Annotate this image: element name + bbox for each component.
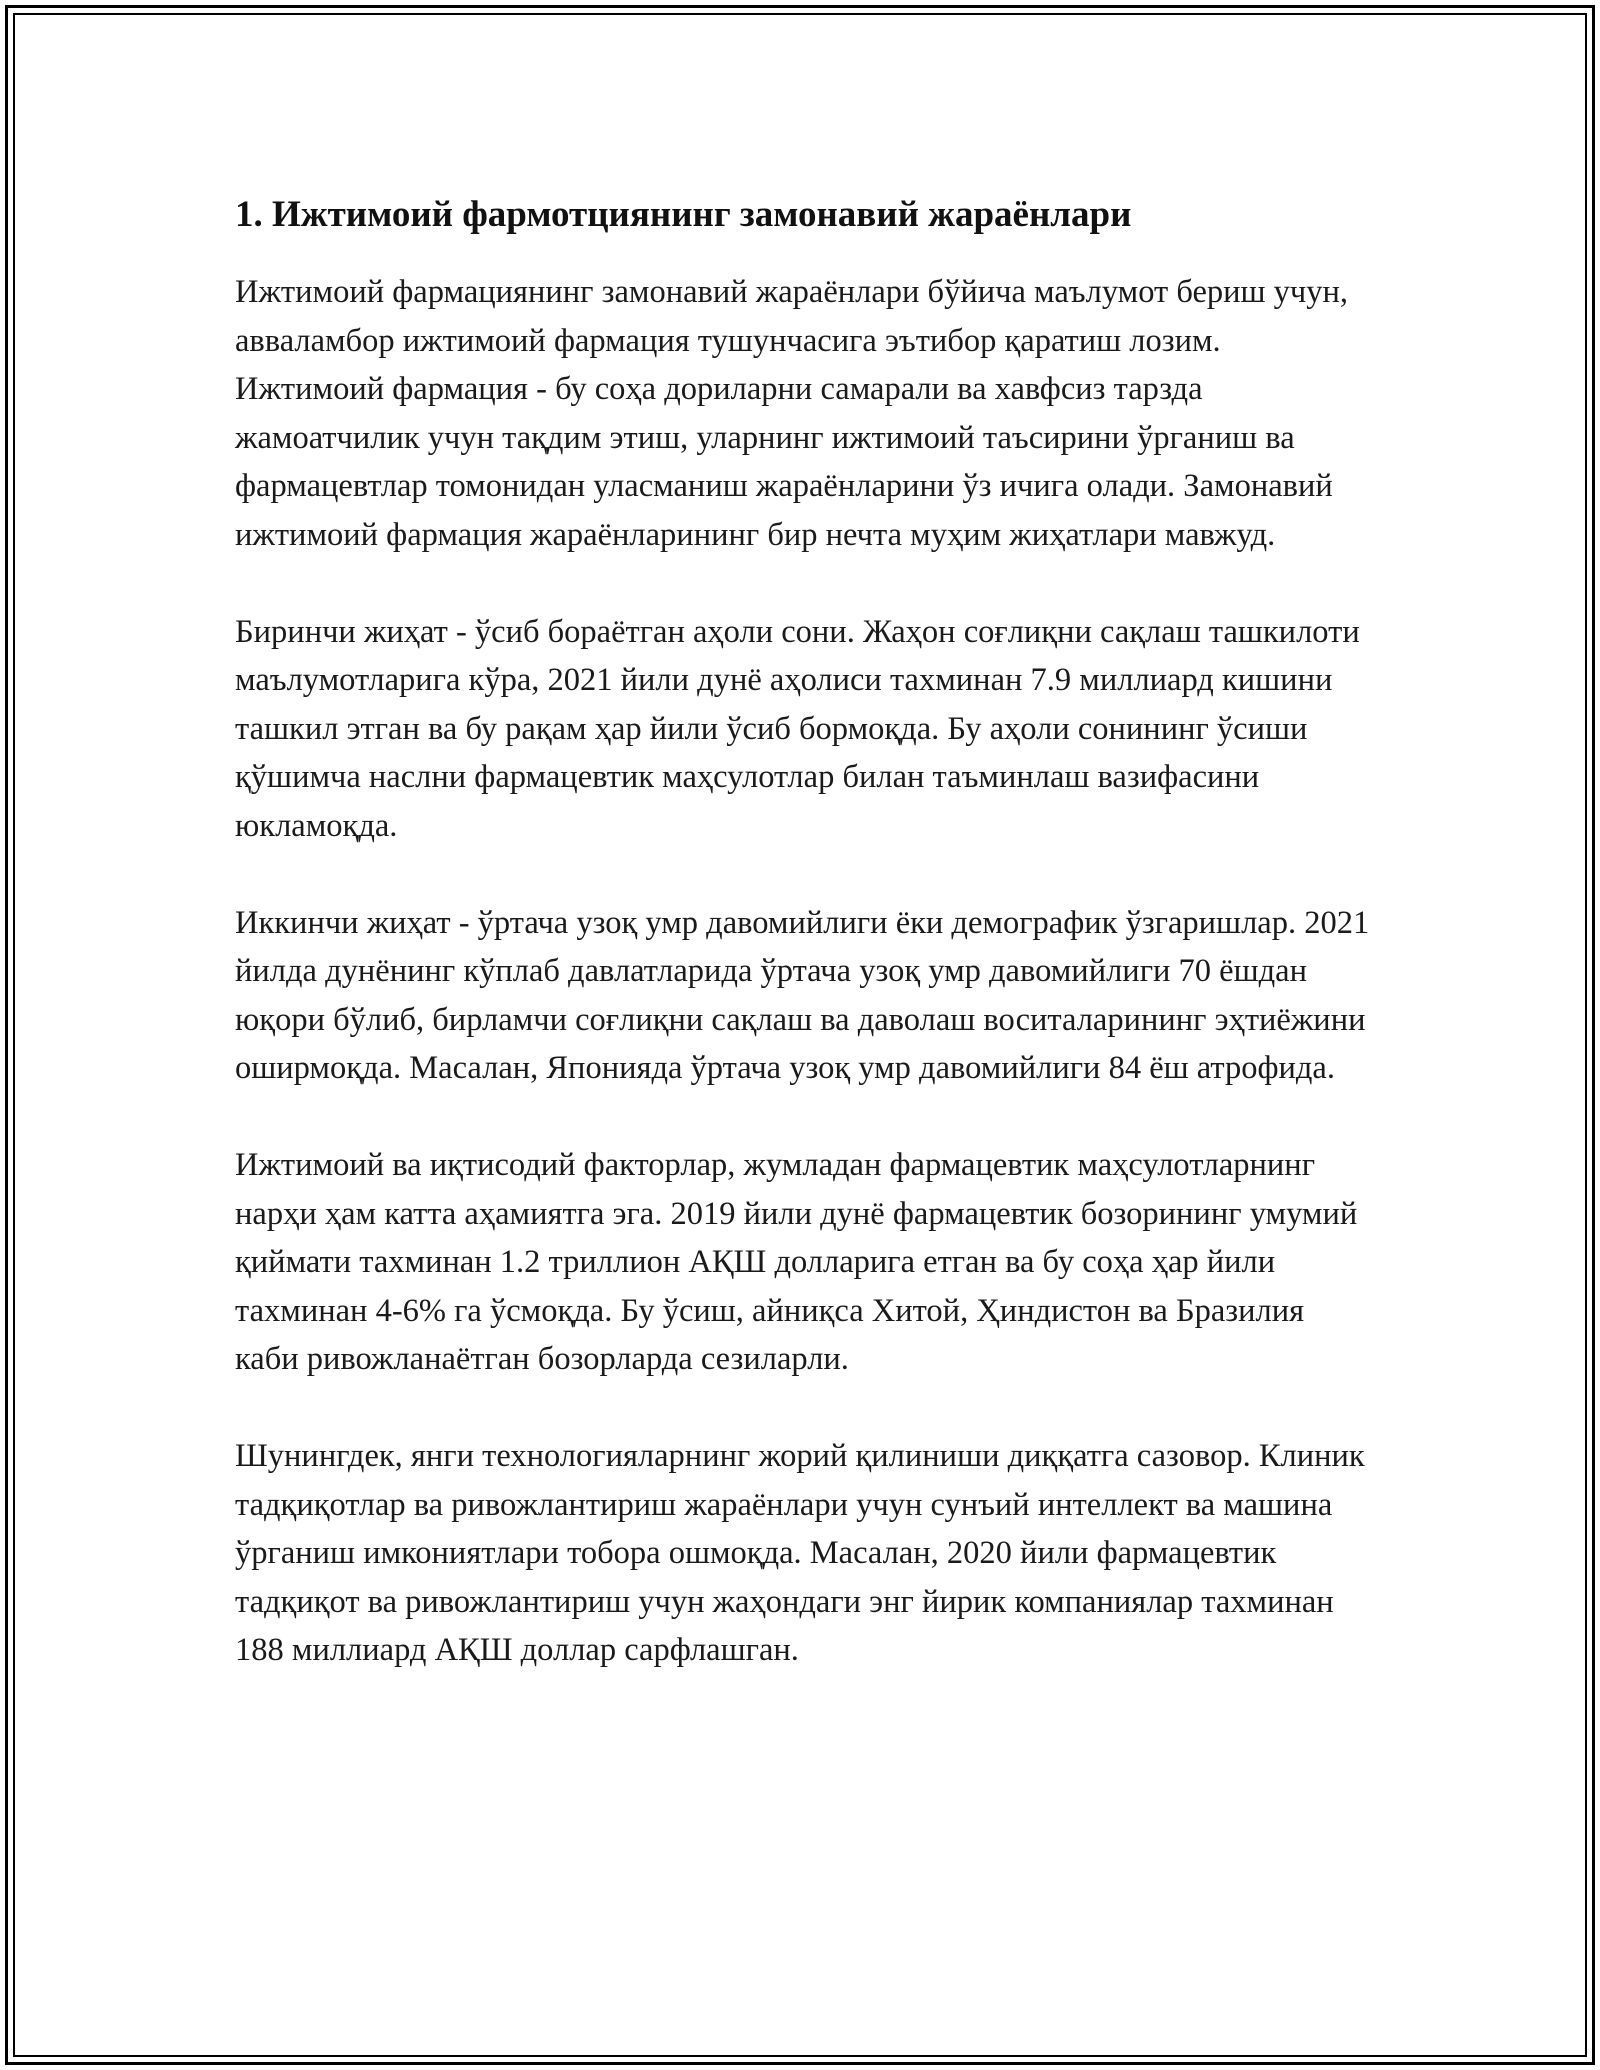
section-heading: 1. Ижтимоий фармотциянинг замонавий жараёнлари bbox=[235, 194, 1132, 235]
paragraph-intro: Ижтимоий фармациянинг замонавий жараёнлари бўйича маълумот бериш учун, авваламбор ижтимоий фармация тушунчасига эътибор қаратиш лозим. Ижтимоий фармация - бу соҳа дориларни самарали ва хавфсиз тарзда жамоатчилик учун тақдим этиш, уларнинг ижтимоий таъсирини ўрганиш ва фармацевтлар томонидан уласманиш жараёнларини ўз ичига олади. Замонавий ижтимоий фармация жараёнларининг бир нечта муҳим жиҳатлари мавжуд. bbox=[235, 274, 1349, 553]
paragraph-technology: Шунингдек, янги технологияларнинг жорий қилиниши диққатга сазовор. Клиник тадқиқотлар ва ривожлантириш жараёнлари учун сунъий интеллект ва машина ўрганиш имкониятлари тобора ошмоқда. Масалан, 2020 йили фармацевтик тадқиқот ва ривожлантириш учун жаҳондаги энг йирик компаниялар тахминан 188 миллиард АҚШ доллар сарфлашган. bbox=[235, 1438, 1365, 1668]
paragraph-life-expectancy: Иккинчи жиҳат - ўртача узоқ умр давомийлиги ёки демографик ўзгаришлар. 2021 йилда дунёнинг кўплаб давлатларида ўртача узоқ умр давомийлиги 70 ёшдан юқори бўлиб, бирламчи соғлиқни сақлаш ва даволаш воситаларининг эҳтиёжини оширмоқда. Масалан, Японияда ўртача узоқ умр давомийлиги 84 ёш атрофида. bbox=[235, 904, 1370, 1086]
paragraph-economic-factors: Ижтимоий ва иқтисодий факторлар, жумладан фармацевтик маҳсулотларнинг нарҳи ҳам катта аҳамиятга эга. 2019 йили дунё фармацевтик бозорининг умумий қиймати тахминан 1.2 триллион АҚШ долларига етган ва бу соҳа ҳар йили тахминан 4-6% га ўсмоқда. Бу ўсиш, айниқса Хитой, Ҳиндистон ва Бразилия каби ривожланаётган бозорларда сезиларли. bbox=[235, 1147, 1358, 1377]
document-body bbox=[235, 186, 1375, 1723]
paragraph-population: Биринчи жиҳат - ўсиб бораётган аҳоли сони. Жаҳон соғлиқни сақлаш ташкилоти маълумотларига кўра, 2021 йили дунё аҳолиси тахминан 7.9 миллиард кишини ташкил этган ва бу рақам ҳар йили ўсиб бормоқда. Бу аҳоли сонининг ўсиши қўшимча наслни фармацевтик маҳсулотлар билан таъминлаш вазифасини юкламоқда. bbox=[235, 613, 1360, 844]
